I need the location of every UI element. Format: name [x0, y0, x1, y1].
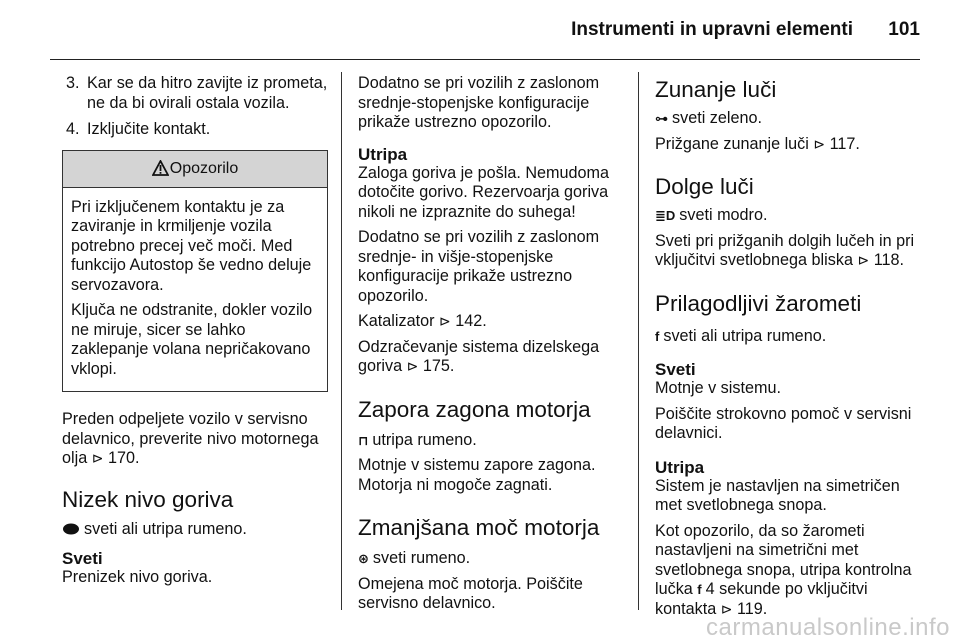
paragraph	[655, 522, 923, 620]
indicator-line	[655, 109, 923, 129]
indicator-text: sveti ali utripa rumeno.	[663, 326, 827, 345]
paragraph: Prenizek nivo goriva.	[62, 568, 213, 586]
warning-box	[62, 150, 328, 393]
page-reference: 118.	[873, 251, 904, 269]
subheading: Sveti	[62, 549, 103, 568]
paragraph: Omejena moč motorja. Poiščite servisno delavnico.	[358, 574, 583, 612]
column-divider	[341, 72, 342, 610]
step-number: 4.	[66, 120, 80, 138]
indicator-line	[358, 549, 620, 569]
paragraph: Sistem je nastavljen na simetričen met svetlobnega snopa.	[655, 476, 900, 514]
paragraph-text: 4 sekunde po vključitvi kontakta	[655, 580, 868, 618]
paragraph: Dodatno se pri vozilih z zaslonom srednje- in višje-stopenjske konfiguracije prikaže ustrezno opozorilo.	[358, 228, 600, 305]
indicator-text: sveti zeleno.	[672, 109, 762, 127]
indicator-line	[62, 520, 328, 540]
column-divider	[638, 72, 639, 610]
paragraph	[655, 232, 923, 271]
page-reference-icon: ⊳	[91, 450, 104, 466]
engine-power-icon: ⊛	[358, 551, 369, 566]
paragraph	[62, 410, 328, 469]
section-heading: Prilagodljivi žarometi	[655, 290, 862, 316]
list-item	[62, 120, 328, 140]
step-text: Kar se da hitro zavijte iz prometa, ne da bi ovirali ostala vozila.	[87, 74, 328, 112]
exterior-lights-icon: ⊶	[655, 111, 668, 126]
page-reference-icon: ⊳	[857, 252, 870, 268]
page-reference-icon: ⊳	[813, 135, 826, 152]
page-reference: 170.	[107, 449, 140, 467]
warning-paragraph: Ključa ne odstranite, dokler vozilo ne miruje, sicer se lahko zaklepanje volana nepričakovano vklopi.	[71, 301, 313, 378]
page-reference: 142.	[455, 312, 487, 330]
paragraph	[358, 338, 620, 377]
section-heading: Nizek nivo goriva	[62, 486, 234, 512]
warning-paragraph: Pri izključenem kontaktu je za zaviranje in krmiljenje vozila potrebno precej več moči. Med funkcijo Autostop še vedno deluje servozavora.	[71, 197, 312, 294]
fuel-indicator-icon	[62, 523, 80, 535]
header-divider	[50, 59, 920, 60]
warning-triangle-icon	[152, 160, 169, 176]
page-reference: 175.	[422, 357, 455, 375]
page-reference-icon: ⊳	[438, 313, 451, 329]
column-3	[655, 74, 923, 619]
paragraph-text: Kot opozorilo, da so žarometi nastavljeni na simetrični met svetlobnega snopa, utripa kontrolna lučka	[655, 521, 912, 598]
page-reference-icon: ⊳	[406, 358, 419, 374]
adaptive-headlights-icon: f	[655, 328, 660, 344]
indicator-text: sveti modro.	[679, 206, 768, 224]
indicator-line	[655, 206, 923, 226]
paragraph	[358, 312, 620, 332]
page-header-title: Instrumenti in upravni elementi	[571, 19, 853, 40]
paragraph: Motnje v sistemu.	[655, 379, 781, 397]
paragraph: Dodatno se pri vozilih z zaslonom srednje-stopenjske konfiguracije prikaže ustrezno opozorilo.	[358, 74, 600, 131]
list-item	[62, 74, 328, 113]
section-heading: Zunanje luči	[655, 77, 777, 102]
page-reference: 117.	[829, 134, 860, 153]
paragraph-text: Preden odpeljete vozilo v servisno delavnico, preverite nivo motornega olja	[62, 410, 319, 467]
paragraph: Poiščite strokovno pomoč v servisni delavnici.	[655, 404, 912, 442]
indicator-line	[655, 327, 923, 347]
paragraph-text: Sveti pri prižganih dolgih lučeh in pri vključitvi svetlobnega bliska	[655, 231, 915, 269]
paragraph: Zaloga goriva je pošla. Nemudoma dotočite gorivo. Rezervoarja goriva nikoli ne izpraznite do suhega!	[358, 163, 610, 221]
indicator-text: utripa rumeno.	[372, 430, 477, 449]
column-1	[62, 74, 328, 588]
paragraph-text: Katalizator	[358, 312, 435, 330]
paragraph: Motnje v sistemu zapore zagona. Motorja ni mogoče zagnati.	[358, 456, 596, 494]
immobiliser-icon: ⊓	[358, 432, 369, 448]
section-heading: Zmanjšana moč motorja	[358, 515, 600, 540]
column-2	[358, 74, 620, 614]
paragraph-text: Prižgane zunanje luči	[655, 134, 809, 153]
paragraph	[655, 135, 923, 155]
page-reference: 119.	[736, 599, 768, 618]
indicator-line	[358, 431, 620, 451]
subheading: Utripa	[655, 457, 705, 477]
section-heading: Zapora zagona motorja	[358, 396, 591, 422]
watermark: carmanualsonline.info	[706, 614, 950, 641]
indicator-text: sveti ali utripa rumeno.	[84, 519, 247, 538]
subheading: Utripa	[358, 144, 408, 164]
subheading: Sveti	[655, 360, 696, 379]
warning-header	[63, 151, 327, 188]
indicator-text: sveti rumeno.	[372, 549, 471, 567]
paragraph-text: Odzračevanje sistema dizelskega goriva	[358, 337, 600, 375]
warning-title: Opozorilo	[169, 159, 239, 177]
step-text: Izključite kontakt.	[87, 120, 211, 138]
adaptive-headlights-icon: f	[697, 582, 702, 597]
page-reference-icon: ⊳	[720, 600, 733, 617]
high-beam-icon: ≣D	[655, 208, 676, 223]
step-number: 3.	[66, 74, 80, 92]
page-number: 101	[888, 19, 920, 40]
section-heading: Dolge luči	[655, 174, 754, 199]
